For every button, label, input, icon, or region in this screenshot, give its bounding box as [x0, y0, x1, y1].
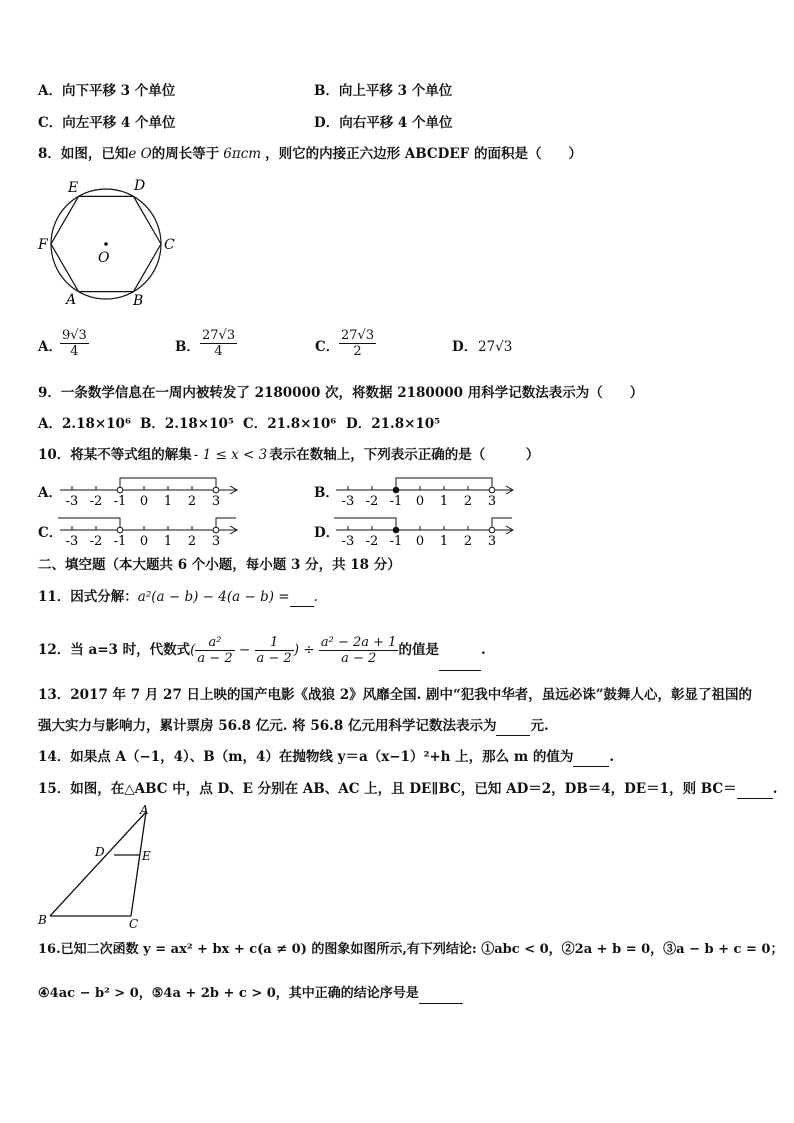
q10-numberline-a	[58, 474, 248, 510]
q8-option-a-fraction: $\frac{9√3}{4}$	[62, 328, 87, 359]
q14-stem: 14．如果点 A（−1，4）、B（m，4）在抛物线 y＝a（x−1）²+h 上，那么 m 的值为 .	[38, 749, 615, 765]
q8-option-d-letter[interactable]: D．	[452, 339, 478, 355]
tick-label: 3	[487, 494, 497, 509]
q12-fraction-1: $\frac{\text{a²}}{a - 2}$	[197, 635, 233, 666]
center-point	[104, 242, 108, 246]
q16-line1: 16.已知二次函数 y = ax² + bx + c(a ≠ 0) 的图象如图所示,有下列结论: ①abc < 0，②2a + b = 0，③a − b + c = 0；	[38, 942, 784, 957]
tick-label: -1	[389, 494, 403, 509]
tick-label: -3	[341, 494, 355, 509]
right-endpoint	[489, 527, 495, 533]
q12-fraction-3: $\frac{\text{a² − 2a + 1}}{a - 2}$	[320, 635, 397, 666]
q9-option-a[interactable]: A．2.18×10⁶	[38, 416, 131, 432]
q10-option-b-letter[interactable]: B．	[314, 485, 339, 501]
label-c: C	[164, 237, 175, 253]
label-d: D	[95, 845, 105, 859]
q8-option-b-letter[interactable]: B．	[175, 339, 200, 355]
label-d: D	[134, 178, 146, 194]
tick-label: -3	[65, 534, 79, 549]
q8-option-a-letter[interactable]: A．	[38, 339, 62, 355]
tick-label: -1	[389, 534, 403, 549]
q8-stem: 8．如图，已知e O的周长等于 6πcm ，则它的内接正六边形 ABCDEF 的面积是（ ）	[38, 146, 582, 162]
q14-answer-blank[interactable]	[573, 748, 609, 767]
tick-label: 2	[463, 494, 473, 509]
q12-fraction-2: $\frac{1}{a - 2}$	[256, 635, 292, 666]
label-a: A	[140, 803, 149, 817]
tick-label: -2	[89, 534, 103, 549]
section-two-title: 二、填空题（本大题共 6 个小题，每小题 3 分，共 18 分）	[38, 557, 401, 573]
tick-label: 0	[139, 534, 149, 549]
q8-option-c-fraction: $\frac{27√3}{2}$	[341, 328, 375, 359]
q7-option-d[interactable]: D．向右平移 4 个单位	[314, 115, 453, 131]
q8-option-d-value: 27√3	[478, 339, 513, 355]
tick-label: 0	[139, 494, 149, 509]
label-b: B	[38, 913, 47, 927]
tick-label: 1	[163, 534, 173, 549]
label-f: F	[38, 237, 48, 253]
q13-line1: 13．2017 年 7 月 27 日上映的国产电影《战狼 2》风靡全国. 剧中“犯我中华者，虽远必诛”鼓舞人心，彰显了祖国的	[38, 687, 753, 703]
q9-option-b[interactable]: B．2.18×10⁵	[140, 416, 234, 432]
q10-numberline-b	[334, 474, 524, 510]
label-o: O	[98, 250, 110, 266]
q7-option-b[interactable]: B．向上平移 3 个单位	[314, 83, 453, 99]
q10-option-a-letter[interactable]: A．	[38, 485, 62, 501]
label-a: A	[66, 292, 77, 308]
tick-label: -3	[65, 494, 79, 509]
q15-stem: 15．如图，在△ABC 中，点 D、E 分别在 AB、AC 上，且 DE∥BC，已知 AD＝2，DB＝4，DE＝1，则 BC＝ .	[38, 781, 778, 797]
q8-hexagon-figure	[36, 172, 178, 308]
q7-option-c[interactable]: C．向左平移 4 个单位	[38, 115, 176, 131]
tick-label: 3	[211, 534, 221, 549]
tick-label: 3	[211, 494, 221, 509]
q9-stem: 9．一条数学信息在一周内被转发了 2180000 次，将数据 2180000 用科学记数法表示为（ ）	[38, 385, 644, 401]
q7-option-a[interactable]: A．向下平移 3 个单位	[38, 83, 176, 99]
q12-stem: 12．当 a=3 时，代数式( $\frac{\text{a²}}{a - 2}$ − $\frac{1}{a - 2}$ ) ÷ $\frac{\text{a² − 2a + 1}}{a - 2}$ 的值是 .	[38, 630, 486, 671]
tick-label: 0	[415, 494, 425, 509]
right-endpoint	[213, 487, 219, 493]
tick-label: 1	[439, 534, 449, 549]
tick-label: 2	[187, 534, 197, 549]
left-endpoint	[117, 487, 123, 493]
tick-label: 2	[463, 534, 473, 549]
tick-label: -1	[113, 494, 127, 509]
q8-option-c-letter[interactable]: C．	[315, 339, 340, 355]
tick-label: -2	[89, 494, 103, 509]
label-b: B	[133, 293, 144, 308]
tick-label: 3	[487, 534, 497, 549]
tick-label: -2	[365, 534, 379, 549]
right-endpoint	[489, 487, 495, 493]
q10-numberline-d	[334, 514, 524, 550]
q13-line2: 强大实力与影响力，累计票房 56.8 亿元. 将 56.8 亿元用科学记数法表示为 元.	[38, 718, 549, 734]
label-e: E	[142, 849, 151, 863]
tick-label: -2	[365, 494, 379, 509]
q12-answer-blank[interactable]	[439, 630, 481, 671]
tick-label: 2	[187, 494, 197, 509]
tick-label: -1	[113, 534, 127, 549]
label-e: E	[68, 180, 79, 196]
left-endpoint	[393, 527, 399, 533]
q8-option-b-fraction: $\frac{27√3}{4}$	[202, 328, 236, 359]
label-c: C	[129, 917, 139, 930]
tick-label: 1	[163, 494, 173, 509]
q10-option-c-letter[interactable]: C．	[38, 525, 63, 541]
q9-option-d[interactable]: D．21.8×10⁵	[346, 416, 441, 432]
right-endpoint	[213, 527, 219, 533]
q16-answer-blank[interactable]	[419, 985, 463, 1004]
q15-triangle-figure	[34, 800, 164, 930]
tick-label: -3	[341, 534, 355, 549]
tick-label: 0	[415, 534, 425, 549]
q11-stem: 11．因式分解：a²(a − b) − 4(a − b) = .	[38, 589, 318, 605]
left-endpoint	[393, 487, 399, 493]
left-endpoint	[117, 527, 123, 533]
q10-stem: 10．将某不等式组的解集 - 1 ≤ x < 3 表示在数轴上，下列表示正确的是（ ）	[38, 447, 540, 463]
q15-answer-blank[interactable]	[737, 780, 773, 799]
q9-option-c[interactable]: C．21.8×10⁶	[243, 416, 337, 432]
q13-answer-blank[interactable]	[496, 717, 530, 736]
q10-option-d-letter[interactable]: D．	[314, 525, 340, 541]
q16-line2: ④4ac − b² > 0，⑤4a + 2b + c > 0，其中正确的结论序号是	[38, 985, 463, 1004]
q10-numberline-c	[58, 514, 248, 550]
tick-label: 1	[439, 494, 449, 509]
q11-answer-blank[interactable]	[290, 588, 314, 607]
